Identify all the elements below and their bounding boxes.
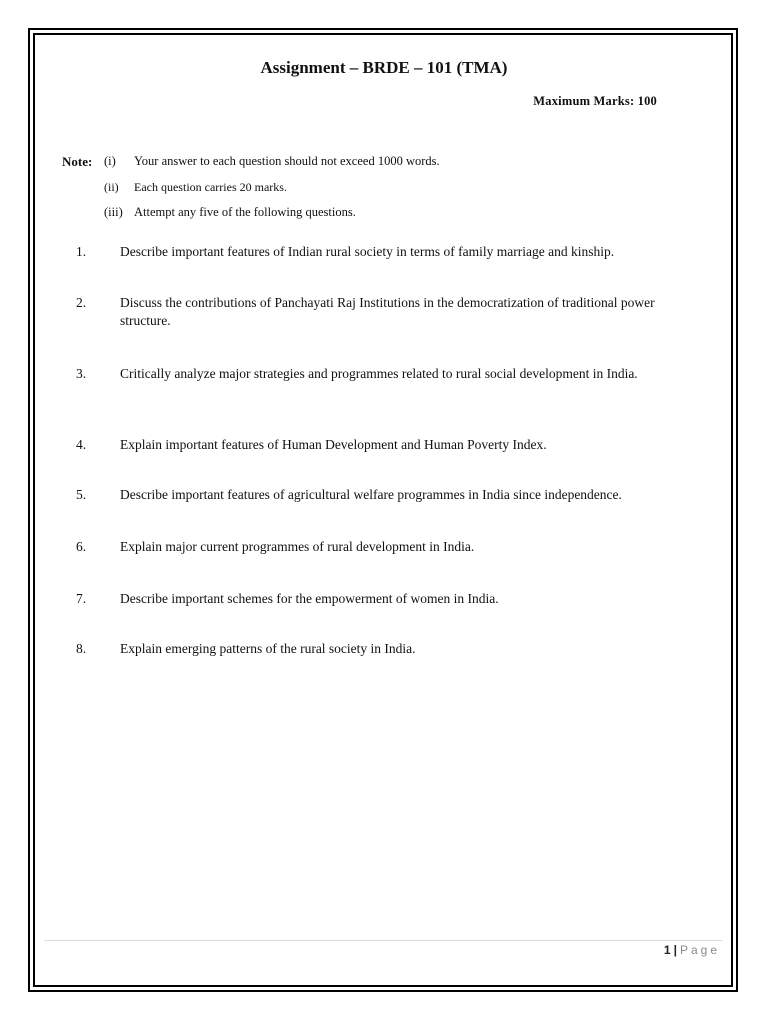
note-label: Note: — [62, 154, 93, 169]
page-label: Page — [679, 943, 720, 957]
note-item — [104, 154, 440, 169]
page-footer — [664, 943, 720, 957]
document-title: Assignment – BRDE – 101 (TMA) — [260, 58, 508, 77]
question-number: 4. — [76, 437, 87, 452]
question-text: Explain important features of Human Development and Human Poverty Index. — [120, 437, 547, 452]
question-item — [76, 486, 676, 504]
footer-separator: | — [673, 943, 677, 957]
question-item — [76, 640, 676, 658]
question-text: Explain major current programmes of rural development in India. — [120, 539, 475, 554]
note-item-number: (ii) — [104, 180, 119, 194]
note-item-text: Each question carries 20 marks. — [134, 180, 287, 194]
question-text: Explain emerging patterns of the rural society in India. — [120, 641, 416, 656]
page-number: 1 — [663, 943, 671, 957]
maximum-marks: Maximum Marks: 100 — [533, 94, 657, 108]
question-item — [76, 243, 676, 261]
note-item-text: Your answer to each question should not exceed 1000 words. — [134, 154, 440, 168]
question-number: 6. — [76, 539, 87, 554]
footer-divider — [44, 940, 722, 941]
question-item — [76, 590, 676, 608]
question-text: Describe important features of Indian rural society in terms of family marriage and kinship. — [120, 244, 615, 259]
question-number: 2. — [76, 295, 87, 310]
note-item — [104, 180, 287, 195]
note-item-number: (iii) — [104, 205, 123, 219]
question-text: Describe important schemes for the empowerment of women in India. — [120, 591, 499, 606]
question-number: 5. — [76, 487, 87, 502]
page-border-inner — [33, 33, 733, 987]
question-text: Critically analyze major strategies and programmes related to rural social development in India. — [120, 366, 638, 381]
note-item — [104, 205, 356, 220]
question-number: 7. — [76, 591, 87, 606]
question-item — [76, 365, 676, 383]
question-item — [76, 538, 676, 556]
question-text: Discuss the contributions of Panchayati Raj Institutions in the democratization of traditional power structure. — [120, 295, 655, 328]
question-item — [76, 436, 676, 454]
note-item-text: Attempt any five of the following questions. — [134, 205, 356, 219]
note-item-number: (i) — [104, 154, 116, 168]
question-text: Describe important features of agricultural welfare programmes in India since independence. — [120, 487, 622, 502]
question-item — [76, 294, 676, 330]
question-number: 8. — [76, 641, 87, 656]
question-number: 3. — [76, 366, 87, 381]
question-number: 1. — [76, 244, 87, 259]
